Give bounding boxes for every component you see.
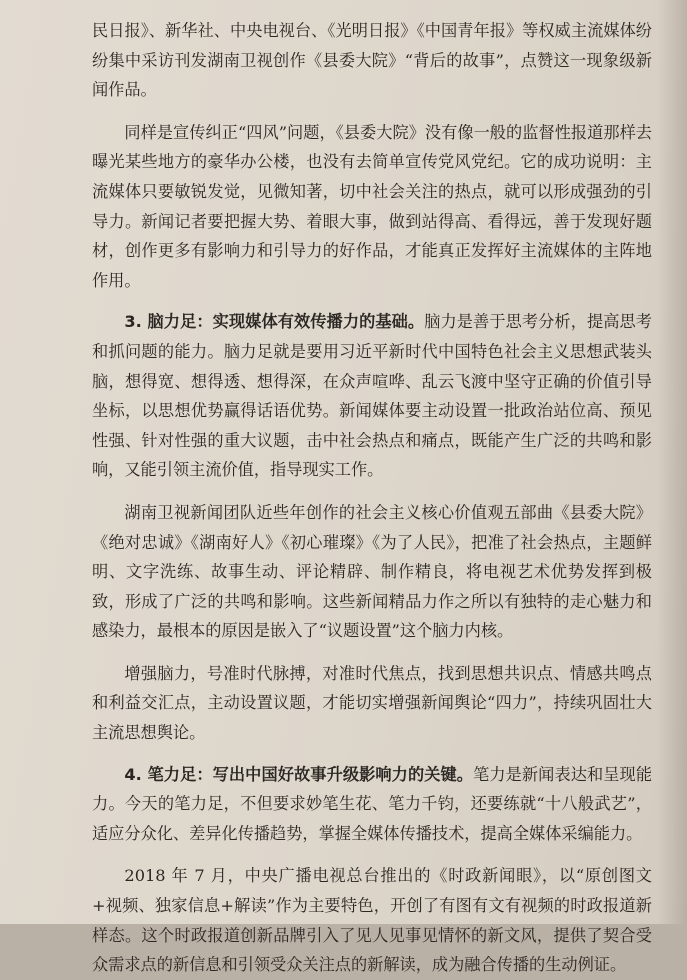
paragraph-5 (92, 659, 652, 748)
paragraph-7 (92, 861, 652, 979)
paragraph-7-text: 2018 年 7 月，中央广播电视总台推出的《时政新闻眼》，以“原创图文+视频、独家信息+解读”作为主要特色，开创了有图有文有视频的时政报道新样态。这个时政报道创新品牌引入了见人见事见情怀的新文风，提供了契合受众需求点的新信息和引领受众关注点的新解读，成为融合传播的生动例证。 (92, 866, 652, 975)
paragraph-5-text: 增强脑力，号准时代脉搏，对准时代焦点，找到思想共识点、情感共鸣点和利益交汇点，主动设置议题，才能切实增强新闻舆论“四力”，持续巩固壮大主流思想舆论。 (92, 663, 652, 743)
section-3-paragraph (92, 307, 652, 485)
paragraph-2-text: 同样是宣传纠正“四风”问题，《县委大院》没有像一般的监督性报道那样去曝光某些地方的豪华办公楼，也没有去简单宣传党风党纪。它的成功说明：主流媒体只要敏锐发觉，见微知著，切中社会关注的热点，就可以形成强劲的引导力。新闻记者要把握大势、着眼大事，做到站得高、看得远，善于发现好题材，创作更多有影响力和引导力的好作品，才能真正发挥好主流媒体的主阵地作用。 (92, 122, 652, 290)
body-text (92, 16, 652, 980)
section-4-heading: 4. 笔力足：写出中国好故事升级影响力的关键。 (124, 764, 474, 784)
section-3-heading: 3. 脑力足：实现媒体有效传播力的基础。 (124, 312, 425, 332)
section-4-paragraph (92, 760, 652, 849)
paragraph-4-text: 湖南卫视新闻团队近些年创作的社会主义核心价值观五部曲《县委大院》《绝对忠诚》《湖南好人》《初心璀璨》《为了人民》，把准了社会热点，主题鲜明、文字洗练、故事生动、评论精辟、制作精良，将电视艺术优势发挥到极致，形成了广泛的共鸣和影响。这些新闻精品力作之所以有独特的走心魅力和感染力，最根本的原因是嵌入了“议题设置”这个脑力内核。 (92, 502, 652, 641)
paragraph-1-text: 民日报》、新华社、中央电视台、《光明日报》《中国青年报》等权威主流媒体纷纷集中采访刊发湖南卫视创作《县委大院》“背后的故事”，点赞这一现象级新闻作品。 (92, 21, 652, 100)
paragraph-4 (92, 498, 652, 646)
section-3-text: 脑力是善于思考分析，提高思考和抓问题的能力。脑力足就是要用习近平新时代中国特色社会主义思想武装头脑，想得宽、想得透、想得深，在众声喧哗、乱云飞渡中坚守正确的价值引导坐标，以思想优势赢得话语优势。新闻媒体要主动设置一批政治站位高、预见性强、针对性强的重大议题，击中社会热点和痛点，既能产生广泛的共鸣和影响，又能引领主流价值，指导现实工作。 (92, 312, 652, 480)
page-edge-shadow (657, 0, 687, 924)
paragraph-2 (92, 118, 652, 296)
paragraph-1 (92, 16, 652, 105)
section-4-text: 笔力是新闻表达和呈现能力。今天的笔力足，不但要求妙笔生花、笔力千钧，还要练就“十八般武艺”，适应分众化、差异化传播趋势，掌握全媒体传播技术，提高全媒体采编能力。 (92, 764, 653, 843)
